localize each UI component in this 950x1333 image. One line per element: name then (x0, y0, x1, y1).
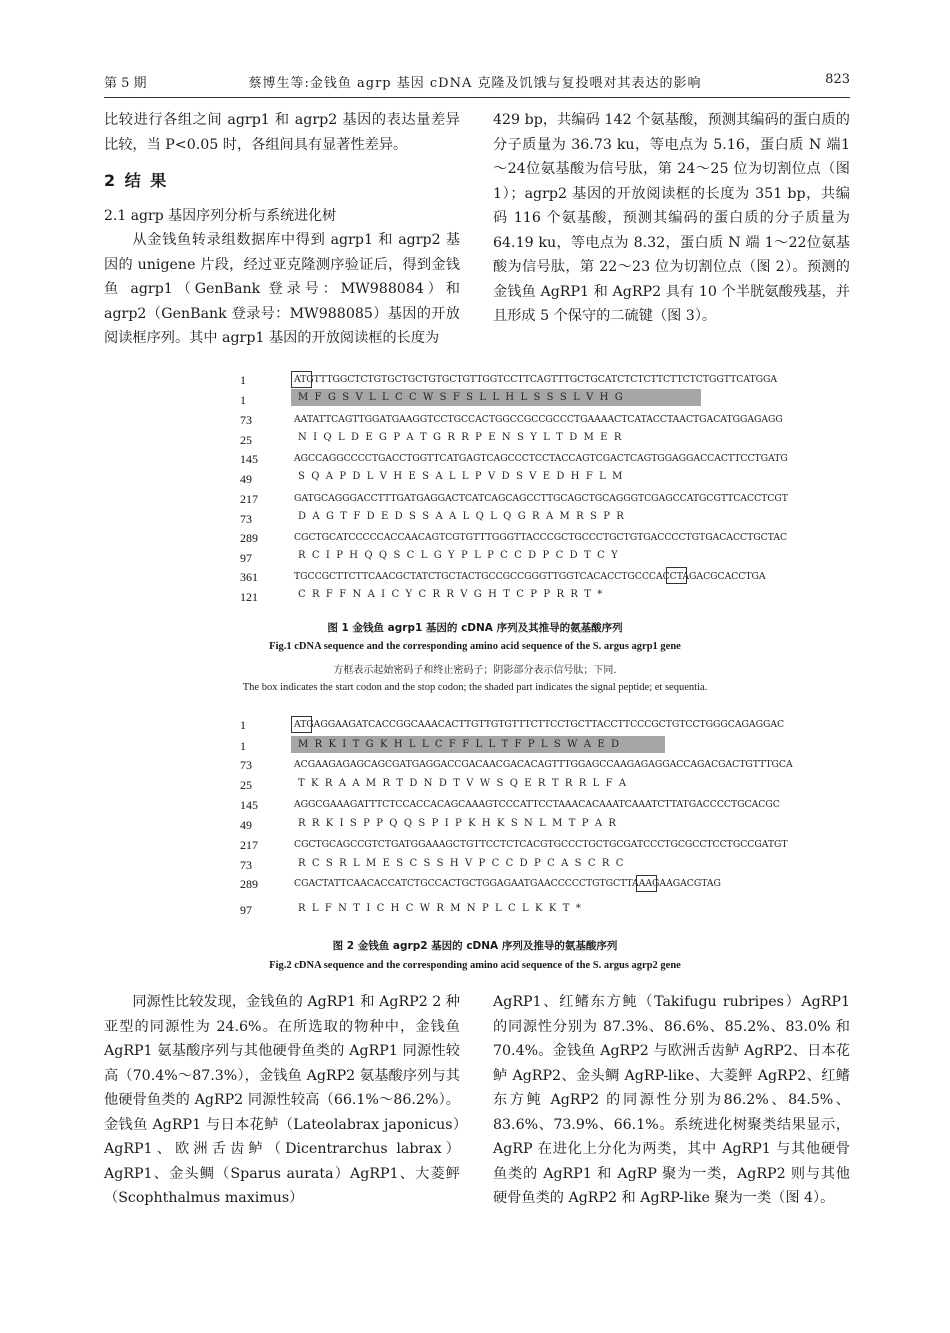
seq-number: 73 (240, 858, 252, 872)
running-title: 蔡博生等:金钱鱼 agrp 基因 cDNA 克隆及饥饿与复投喂对其表达的影响 (248, 76, 702, 91)
seq-number: 289 (240, 877, 258, 891)
seq-number: 1 (240, 373, 246, 387)
nucleotide-row: CGCTGCATCCCCCACCAACAGTCGTGTTTGGGTTACCCGCTGCCCTGCTGTGACCCCTGTGACACCTGCTAC (294, 532, 788, 543)
seq-number: 49 (240, 472, 252, 486)
seq-number: 73 (240, 758, 252, 772)
nucleotide-row: AGCCAGGCCCCTGACCTGGTTCATGAGTCAGCCCTCCTACCAGTCGACTCAGTGGAGGACCACTTCCTGATG (294, 453, 788, 464)
figure-2-caption-en: Fig.2 cDNA sequence and the corresponding amino acid sequence of the S. argus agrp2 gene (269, 960, 681, 971)
amino-acid-row: S Q A P D L V H E S A L L P V D S V E D H F L M (298, 471, 623, 482)
seq-number: 217 (240, 838, 258, 852)
seq-number: 1 (240, 393, 246, 407)
amino-acid-row: R L F N T I C H C W R M N P L C L K K T * (298, 903, 581, 914)
figure-2-caption-cn: 图 2 金钱鱼 agrp2 基因的 cDNA 序列及推导的氨基酸序列 (332, 940, 618, 952)
seq-number: 25 (240, 778, 252, 792)
amino-acid-row: M R K I T G K H L L C F F L L T F P L S W A E D (298, 739, 619, 750)
header-rule (104, 97, 850, 98)
page-number: 823 (825, 72, 850, 87)
seq-number: 97 (240, 551, 252, 565)
figure-1-caption-en: Fig.1 cDNA sequence and the corresponding amino acid sequence of the S. argus agrp1 gene (269, 641, 681, 652)
seq-number: 25 (240, 433, 252, 447)
amino-acid-row: R R K I S P P Q Q S P I P K H K S N L M T P A R (298, 818, 616, 829)
section-heading: 2 结 果 (104, 171, 169, 190)
nucleotide-row: AGGCGAAAGATTTCTCCACCACAGCAAAGTCCCATTCCTAAACACAAATCAAATCTTATGACCCCTGCACGC (294, 799, 780, 810)
nucleotide-row: ATGTTTGGCTCTGTGCTGCTGTGCTGTTGGTCCTTCAGTTTGCTGCATCTCTCTTCTTCTCTGGTTCATGGA (294, 374, 778, 385)
amino-acid-row: R C S R L M E S C S S H V P C C D P C A S C R C (298, 858, 624, 869)
paragraph: 429 bp，共编码 142 个氨基酸，预测其编码的蛋白质的分子质量为 36.73 ku，等电点为 5.16，蛋白质 N 端1～24位氨基酸为信号肽，第 24～25 位为切割位点（图 1）；agrp2 基因的开放阅读框的长度为 351 bp，共编码 116 个氨基酸，预测其编码的蛋白质的分子质量为 64.19 ku，等电点为 8.32，蛋白质 N 端 1～22位氨基酸为信号肽，第 22～23 位为切割位点（图 2）。预测的金钱鱼 AgRP1 和 AgRP2 具有 10 个半胱氨酸残基，并且形成 5 个保守的二硫键（图 3）。 (493, 112, 850, 324)
figure-1-caption-cn: 图 1 金钱鱼 agrp1 基因的 cDNA 序列及其推导的氨基酸序列 (327, 622, 623, 634)
seq-number: 217 (240, 492, 258, 506)
seq-number: 49 (240, 818, 252, 832)
bottom-right-column (493, 990, 850, 1211)
amino-acid-row: R C I P H Q Q S C L G Y P L P C C D P C D T C Y (298, 550, 618, 561)
seq-number: 145 (240, 798, 258, 812)
amino-acid-row: C R F F N A I C Y C R R V G H T C P P R R T * (298, 589, 603, 600)
nucleotide-row: ATGAGGAAGATCACCGGCAAACACTTGTTGTGTTTCTTCCTGCTTACCTTCCCGCTGTCCTGGGCAGAGGAC (294, 719, 785, 730)
seq-number: 73 (240, 413, 252, 427)
nucleotide-row: AATATTCAGTTGGATGAAGGTCCTGCCACTGGCCGCCGCCCTGAAAACTCATACCTAACTGACATGGAGAGG (294, 414, 783, 425)
issue-label: 第 5 期 (104, 76, 147, 91)
nucleotide-row: GATGCAGGGACCTTTGATGAGGACTCATCAGCAGCCTTGCAGCTGCAGGGTCGAGCCATGCGTTCACCTCGT (294, 493, 788, 504)
subsection-heading: 2.1 agrp 基因序列分析与系统进化树 (104, 207, 337, 224)
seq-number: 289 (240, 531, 258, 545)
seq-number: 145 (240, 452, 258, 466)
paragraph: 从金钱鱼转录组数据库中得到 agrp1 和 agrp2 基因的 unigene 片段，经过亚克隆测序验证后，得到金钱鱼 agrp1（GenBank 登录号：MW988084）和 agrp2（GenBank 登录号：MW988085）基因的开放阅读框序列。其中 agrp1 基因的开放阅读框的长度为 (104, 232, 460, 346)
amino-acid-row: T K R A A M R T D N D T V W S Q E R T R R L F A (298, 778, 627, 789)
figure-1-note-en: The box indicates the start codon and the stop codon; the shaded part indicates the signal peptide; et sequentia. (242, 682, 708, 693)
seq-number: 121 (240, 590, 258, 604)
amino-acid-row: N I Q L D E G P A T G R R P E N S Y L T D M E R (298, 432, 622, 443)
amino-acid-row: D A G T F D E D S S A A L Q L Q G R A M R S P R (298, 511, 624, 522)
nucleotide-row: CGACTATTCAACACCATCTGCCACTGCTGGAGAATGAACCCCCTGTGCTTAAAGAAGACGTAG (294, 878, 721, 889)
seq-number: 97 (240, 903, 252, 917)
nucleotide-row: ACGAAGAGAGCAGCGATGAGGACCGACAACGACACAGTTTGGAGCCAAGAGAGGACCAGACGACTGTTTGCA (294, 759, 793, 770)
paragraph: 同源性比较发现，金钱鱼的 AgRP1 和 AgRP2 2 种亚型的同源性为 24.6%。在所选取的物种中，金钱鱼 AgRP1 氨基酸序列与其他硬骨鱼类的 AgRP1 同源性较高（70.4%～87.3%），金钱鱼 AgRP2 氨基酸序列与其他硬骨鱼类的 AgRP2 同源性较高（66.1%～86.2%）。金钱鱼 AgRP1 与日本花鲈（Lateolabrax japonicus）AgRP1、欧洲舌齿鲈（Dicentrarchus labrax）AgRP1、金头鲷（Sparus aurata）AgRP1、大菱鲆（Scophthalmus maximus） (104, 994, 460, 1206)
nucleotide-row: CGCTGCAGCCGTCTGATGGAAAGCTGTTCCTCTCACGTGCCCTGCTGCGATCCCTGCGCCTCCTGCCGATGT (294, 839, 788, 850)
seq-number: 1 (240, 739, 246, 753)
top-left-column (104, 108, 460, 351)
paragraph: AgRP1、红鳍东方鲀（Takifugu rubripes）AgRP1 的同源性分别为 87.3%、86.6%、85.2%、83.0% 和 70.4%。金钱鱼 AgRP2 与欧洲舌齿鲈 AgRP2、日本花鲈 AgRP2、金头鲷 AgRP-like、大菱鲆 AgRP2、红鳍东方鲀 AgRP2 的同源性分别为86.2%、84.5%、83.6%、73.9%、66.1%。系统进化树聚类结果显示，AgRP 在进化上分化为两类，其中 AgRP1 与其他硬骨鱼类的 AgRP1 和 AgRP 聚为一类，AgRP2 则与其他硬骨鱼类的 AgRP2 和 AgRP-like 聚为一类（图 4）。 (493, 994, 850, 1206)
figure-1-note-cn: 方框表示起始密码子和终止密码子；阴影部分表示信号肽；下同. (333, 665, 617, 676)
top-right-column (493, 108, 850, 329)
amino-acid-row: M F G S V L L C C W S F S L L H L S S S L V H G (298, 392, 623, 403)
paragraph-continued: 比较进行各组之间 agrp1 和 agrp2 基因的表达量差异比较，当 P<0.05 时，各组间具有显著性差异。 (104, 112, 460, 153)
seq-number: 361 (240, 570, 258, 584)
seq-number: 1 (240, 718, 246, 732)
seq-number: 73 (240, 512, 252, 526)
bottom-left-column (104, 990, 460, 1211)
nucleotide-row: TGCCGCTTCTTCAACGCTATCTGCTACTGCCGCCGGGTTGGTCACACCTGCCCACCTAGACGCACCTGA (294, 571, 766, 582)
